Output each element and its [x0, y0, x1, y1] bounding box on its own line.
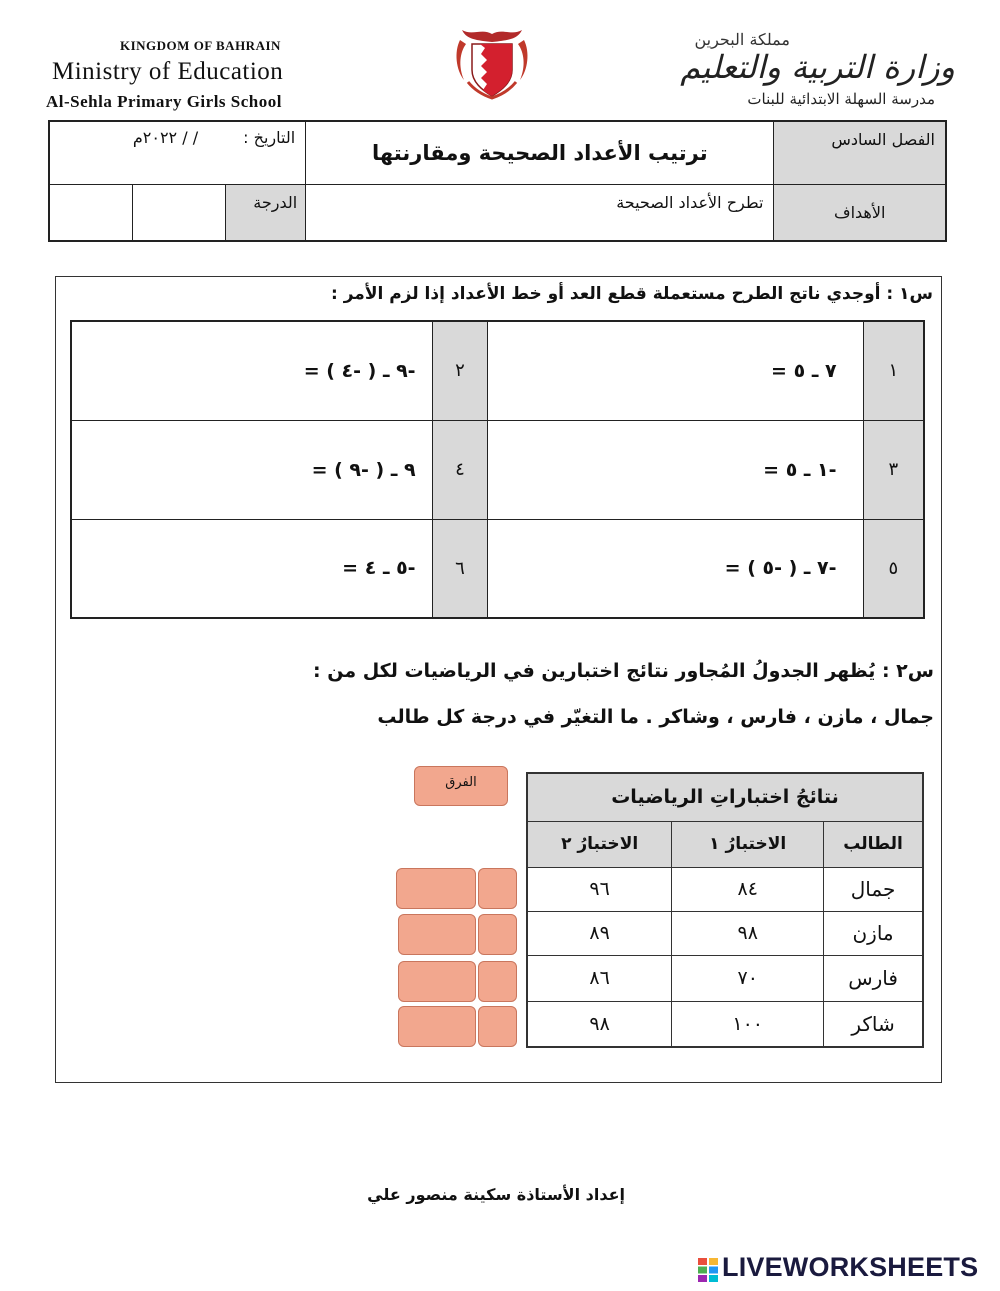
- results-title: نتائجُ اختباراتِ الرياضيات: [527, 773, 923, 821]
- results-table: [526, 772, 924, 1048]
- table-row: [527, 1001, 923, 1047]
- test1-value: ١٠٠: [672, 1001, 824, 1047]
- kingdom-ar: مملكة البحرين: [694, 30, 790, 49]
- student-name: جمال: [824, 867, 923, 911]
- date-value[interactable]: / / ٢٠٢٢م: [132, 128, 199, 147]
- score-box-1[interactable]: [50, 185, 133, 240]
- q1-prompt: س١ : أوجدي ناتج الطرح مستعملة قطع العد أو خط الأعداد إذا لزم الأمر :: [331, 284, 933, 304]
- score-cell: [49, 184, 306, 241]
- date-cell: [49, 121, 306, 184]
- author-credit: إعداد الأستاذة سكينة منصور علي: [367, 1185, 625, 1204]
- q1-num-2: ٢: [432, 321, 488, 420]
- diff-answer-box[interactable]: [398, 914, 476, 955]
- school-en: Al-Sehla Primary Girls School: [46, 92, 282, 111]
- q1-expr-2[interactable]: -٩ ـ ( -٤ ) =: [71, 321, 432, 420]
- test2-value: ٩٨: [527, 1001, 672, 1047]
- q2-line1: س٢ : يُظهر الجدولُ المُجاور نتائج اختبارين في الرياضيات لكل من :: [313, 660, 934, 682]
- title-cell: [306, 121, 774, 184]
- school-ar: مدرسة السهلة الابتدائية للبنات: [747, 90, 935, 108]
- q1-expr-3[interactable]: -١ ـ ٥ =: [488, 420, 863, 519]
- objective-cell: [306, 184, 774, 241]
- worksheet-title: ترتيب الأعداد الصحيحة ومقارنتها: [372, 140, 708, 165]
- kingdom-en: KINGDOM OF BAHRAIN: [120, 38, 281, 53]
- q1-num-4: ٤: [432, 420, 488, 519]
- header-test1: الاختبارُ ١: [672, 821, 824, 867]
- q2-line2: جمال ، مازن ، فارس ، وشاكر . ما التغيّر في درجة كل طالب: [377, 706, 934, 728]
- diff-answer-box[interactable]: [398, 961, 476, 1002]
- sign-answer-box[interactable]: [478, 961, 517, 1002]
- q1-num-6: ٦: [432, 519, 488, 618]
- info-table: [48, 120, 947, 238]
- class-grade: الفصل السادس: [831, 130, 935, 149]
- header-student: الطالب: [824, 821, 923, 867]
- ministry-en: Ministry of Education: [52, 58, 284, 85]
- q1-expr-5[interactable]: -٧ ـ ( -٥ ) =: [488, 519, 863, 618]
- q1-row: [71, 321, 924, 420]
- q1-table: [70, 320, 925, 617]
- score-box-2[interactable]: [133, 185, 226, 240]
- sign-answer-box[interactable]: [478, 868, 517, 909]
- q1-expr-4[interactable]: ٩ ـ ( -٩ ) =: [71, 420, 432, 519]
- grade-cell: [774, 121, 946, 184]
- test1-value: ٨٤: [672, 867, 824, 911]
- q1-row: [71, 420, 924, 519]
- liveworksheets-logo-icon: [698, 1258, 718, 1282]
- objectives-label-cell: [774, 184, 946, 241]
- diff-answer-box[interactable]: [396, 868, 476, 909]
- student-name: فارس: [824, 955, 923, 1001]
- sign-answer-box[interactable]: [478, 914, 517, 955]
- test1-value: ٩٨: [672, 911, 824, 955]
- test2-value: ٨٦: [527, 955, 672, 1001]
- score-label: الدرجة: [253, 192, 298, 212]
- diff-label-box: [414, 766, 508, 806]
- student-name: شاكر: [824, 1001, 923, 1047]
- date-label: التاريخ :: [243, 128, 296, 147]
- test1-value: ٧٠: [672, 955, 824, 1001]
- student-name: مازن: [824, 911, 923, 955]
- q1-row: [71, 519, 924, 618]
- test2-value: ٨٩: [527, 911, 672, 955]
- q1-expr-1[interactable]: ٧ ـ ٥ =: [488, 321, 863, 420]
- diff-label: الفرق: [445, 775, 477, 790]
- objective-text: تطرح الأعداد الصحيحة: [616, 192, 764, 212]
- liveworksheets-brand[interactable]: LIVEWORKSHEETS: [722, 1252, 979, 1282]
- table-row: [527, 867, 923, 911]
- sign-answer-box[interactable]: [478, 1006, 517, 1047]
- table-row: [527, 911, 923, 955]
- q1-num-1: ١: [863, 321, 924, 420]
- q1-expr-6[interactable]: -٥ ـ ٤ =: [71, 519, 432, 618]
- ministry-ar: وزارة التربية والتعليم: [680, 48, 955, 86]
- bahrain-emblem-icon: [452, 22, 532, 100]
- header-test2: الاختبارُ ٢: [527, 821, 672, 867]
- objectives-label: الأهداف: [834, 202, 886, 222]
- test2-value: ٩٦: [527, 867, 672, 911]
- score-label-cell: [226, 185, 306, 240]
- table-row: [527, 955, 923, 1001]
- q1-num-3: ٣: [863, 420, 924, 519]
- diff-answer-box[interactable]: [398, 1006, 476, 1047]
- q1-num-5: ٥: [863, 519, 924, 618]
